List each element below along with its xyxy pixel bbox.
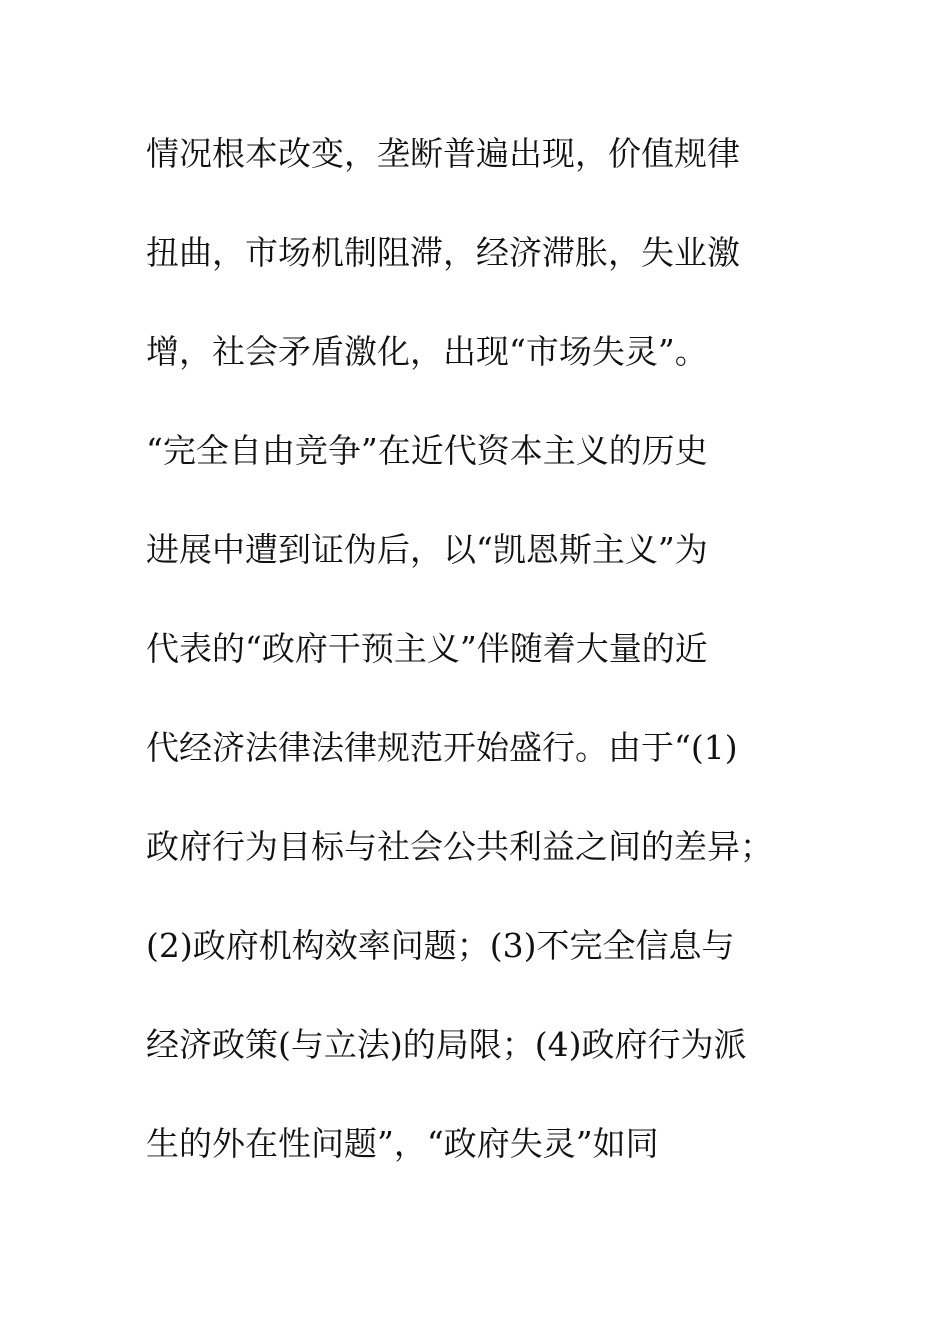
- text-line: (2)政府机构效率问题；(3)不完全信息与: [146, 926, 735, 965]
- text-line: 生的外在性问题”，“政府失灵”如同: [146, 1124, 659, 1163]
- text-line: 代表的“政府干预主义”伴随着大量的近: [146, 629, 708, 668]
- text-line: 情况根本改变，垄断普遍出现，价值规律: [146, 134, 740, 173]
- text-line: 代经济法律法律规范开始盛行。由于“(1): [146, 728, 738, 767]
- text-line: 政府行为目标与社会公共利益之间的差异；: [146, 827, 773, 866]
- text-line: 增，社会矛盾激化，出现“市场失灵”。: [146, 332, 708, 371]
- text-line: 扭曲，市场机制阻滞，经济滞胀，失业激: [146, 233, 740, 272]
- text-line: 进展中遭到证伪后，以“凯恩斯主义”为: [146, 530, 708, 569]
- body-text: [146, 118, 826, 1207]
- text-line: “完全自由竞争”在近代资本主义的历史: [146, 431, 708, 470]
- text-line: 经济政策(与立法)的局限；(4)政府行为派: [146, 1025, 747, 1064]
